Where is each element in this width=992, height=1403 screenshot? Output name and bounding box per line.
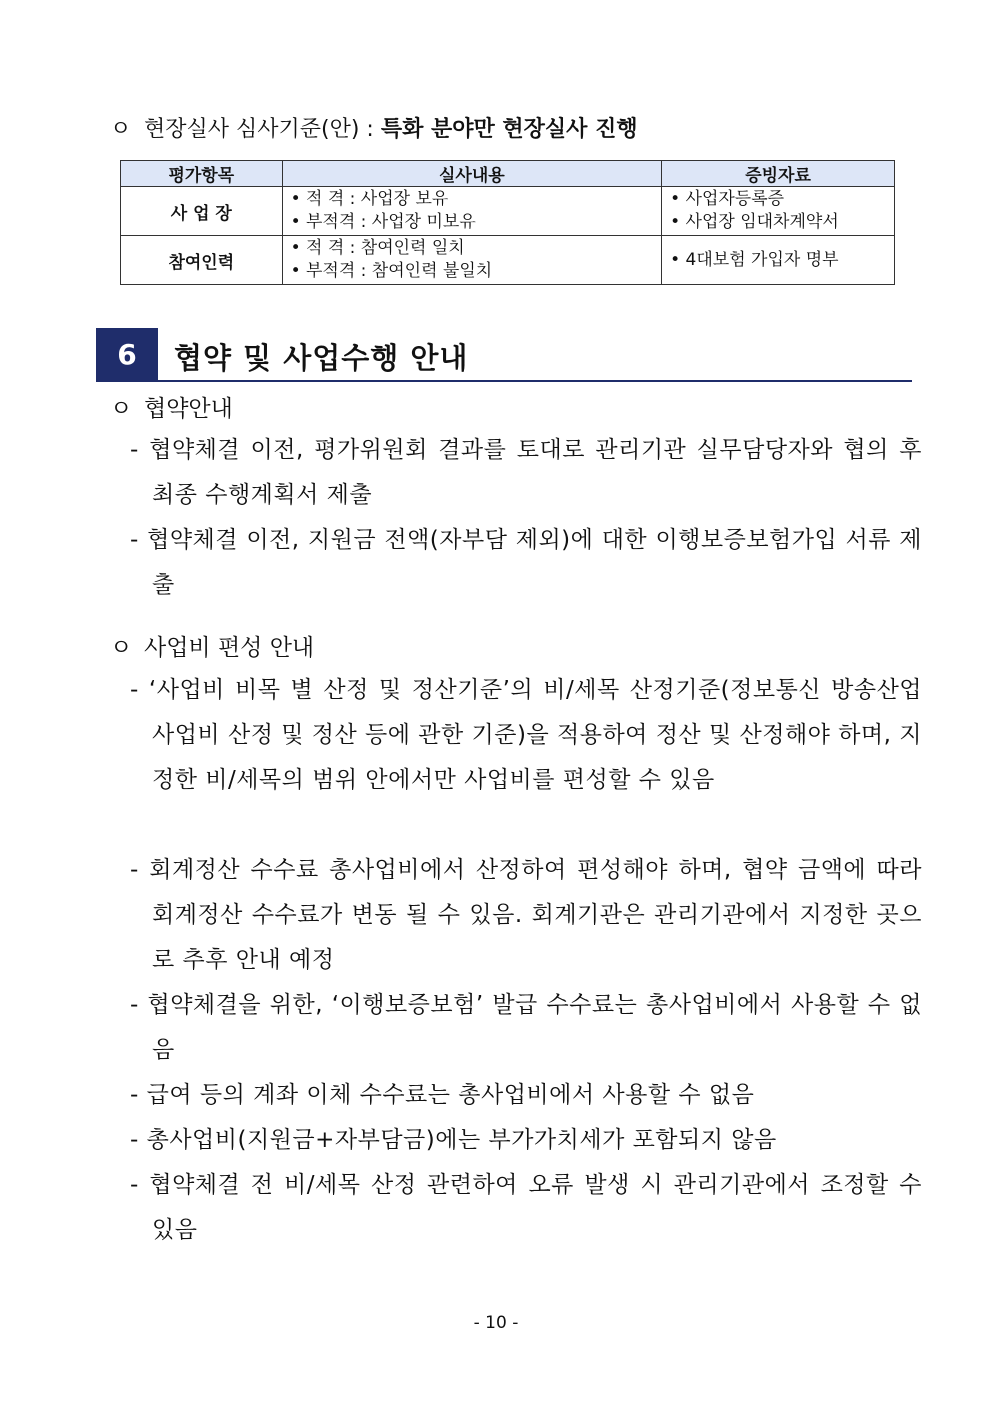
evidence-item: • 4대보험 가입자 명부 <box>670 249 839 270</box>
evidence-item: • 사업장 임대차계약서 <box>670 212 839 232</box>
budget-item: - ‘사업비 비목 별 산정 및 정산기준’의 비/세목 산정기준(정보통신 방송산업 사업비 산정 및 정산 등에 관한 기준)을 적용하여 정산 및 산정해야 하며, 지정한 비/세목의 범위 안에서만 사업비를 편성할 수 있음 <box>130 677 922 793</box>
header-inspection-content: 실사내용 <box>282 161 662 187</box>
content-item: • 적 격 : 참여인력 일치 <box>290 238 465 258</box>
section-header <box>96 328 912 382</box>
evidence-item: • 사업자등록증 <box>670 189 785 209</box>
row-contents <box>282 236 662 285</box>
budget-item: - 협약체결을 위한, ‘이행보증보험’ 발급 수수료는 총사업비에서 사용할 수 없음 <box>130 992 922 1063</box>
intro-text: 현장실사 심사기준(안) : <box>144 117 381 142</box>
budget-item: - 회계정산 수수료 총사업비에서 산정하여 편성해야 하며, 협약 금액에 따라 회계정산 수수료가 변동 될 수 있음. 회계기관은 관리기관에서 지정한 곳으로 추후 안내 예정 <box>130 857 922 973</box>
section-title: 협약 및 사업수행 안내 <box>174 341 469 375</box>
content-item: • 부적격 : 사업장 미보유 <box>290 212 476 232</box>
budget-item: - 급여 등의 계좌 이체 수수료는 총사업비에서 사용할 수 없음 <box>130 1082 755 1108</box>
budget-item: - 총사업비(지원금+자부담금)에는 부가가치세가 포함되지 않음 <box>130 1127 777 1153</box>
circle-bullet-icon: ㅇ <box>110 635 133 661</box>
budget-heading-text: 사업비 편성 안내 <box>144 635 315 661</box>
intro-line <box>110 112 638 143</box>
circle-bullet-icon: ㅇ <box>110 117 132 142</box>
agreement-heading-text: 협약안내 <box>144 396 233 422</box>
section-number: 6 <box>96 328 158 380</box>
agreement-item: - 협약체결 이전, 평가위원회 결과를 토대로 관리기관 실무담당자와 협의 후 최종 수행계획서 제출 <box>130 437 922 508</box>
row-category: 참여인력 <box>121 236 283 285</box>
table-row <box>121 187 895 236</box>
row-category: 사 업 장 <box>121 187 283 236</box>
row-evidence <box>662 187 895 236</box>
row-contents <box>282 187 662 236</box>
table-row <box>121 236 895 285</box>
agreement-item: - 협약체결 이전, 지원금 전액(자부담 제외)에 대한 이행보증보험가입 서류 제출 <box>130 527 922 598</box>
intro-emphasis: 특화 분야만 현장실사 진행 <box>380 117 638 142</box>
content-item: • 부적격 : 참여인력 불일치 <box>290 261 493 281</box>
budget-item: - 협약체결 전 비/세목 산정 관련하여 오류 발생 시 관리기관에서 조정할 수 있음 <box>130 1172 922 1243</box>
inspection-criteria-table <box>120 160 895 285</box>
budget-heading <box>110 629 314 662</box>
agreement-heading <box>110 390 233 423</box>
page-number: - 10 - <box>473 1313 519 1333</box>
header-evidence: 증빙자료 <box>662 161 895 187</box>
circle-bullet-icon: ㅇ <box>110 396 133 422</box>
table-header-row <box>121 161 895 187</box>
content-item: • 적 격 : 사업장 보유 <box>290 189 449 209</box>
header-evaluation-item: 평가항목 <box>121 161 283 187</box>
row-evidence <box>662 236 895 285</box>
